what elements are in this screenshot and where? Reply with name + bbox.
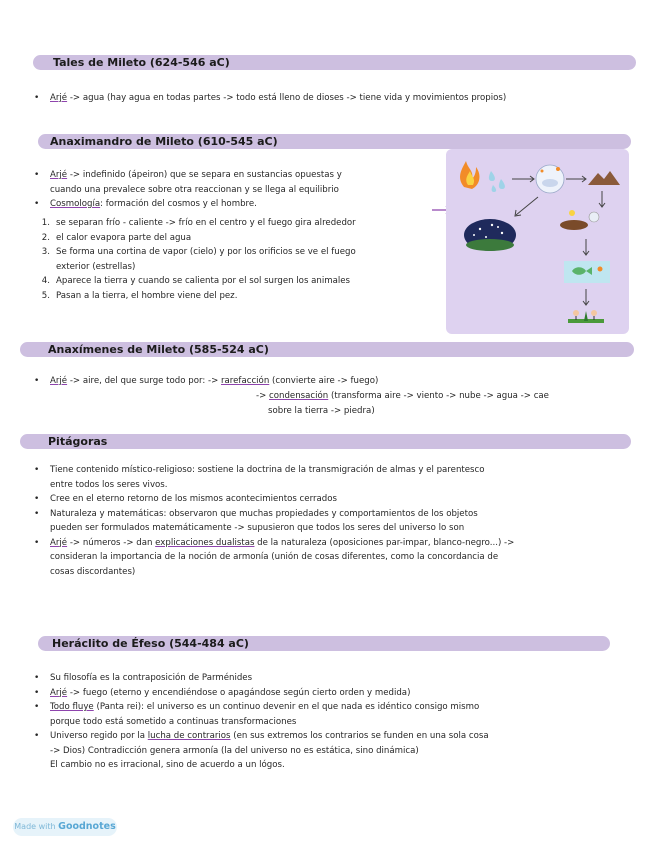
section-title-tales: Tales de Mileto (624-546 aC) <box>53 56 230 69</box>
goodnotes-badge[interactable] <box>13 818 117 836</box>
fire-icon <box>460 161 479 189</box>
list-item: • Su filosofía es la contraposición de Parménides <box>30 671 630 686</box>
section-title-heraclito: Heráclito de Éfeso (544-484 aC) <box>52 637 249 650</box>
anaximandro-bullets <box>30 168 450 212</box>
list-item: 1. se separan frío - caliente -> frío en el centro y el fuego gira alrededor <box>41 218 356 228</box>
starry-sky-icon <box>464 219 516 251</box>
anaximandro-steps <box>36 216 446 303</box>
pitagoras-list <box>30 463 630 579</box>
list-item: • Todo fluye (Panta rei): el universo es un continuo devenir en el que nada es idéntico consigo mismo porque todo está sometido a continuas transformaciones <box>30 700 630 729</box>
section-title-pitagoras: Pitágoras <box>48 435 108 448</box>
section-band-pitagoras <box>20 434 631 449</box>
people-land-icon <box>568 310 604 323</box>
list-item: 2. el calor evapora parte del agua <box>41 232 192 243</box>
list-item: • Arjé -> aire, del que surge todo por: -> rarefacción (convierte aire -> fuego) <box>30 374 630 389</box>
cloud-sphere-icon <box>536 165 564 193</box>
arje-keyword: Arjé <box>50 93 68 103</box>
list-item: • Cree en el eterno retorno de los mismos acontecimientos cerrados <box>30 492 630 507</box>
list-item: 3. Se forma una cortina de vapor (cielo) y por los orificios se ve el fuego exterior (estrellas) <box>41 247 356 272</box>
made-with-label: Made with <box>14 822 56 831</box>
list-item: • Arjé -> fuego (eterno y encendiéndose o apagándose según cierto orden y medida) <box>30 686 630 701</box>
list-item: • Universo regido por la lucha de contrarios (en sus extremos los contrarios se funden en una sola cosa -> Dios) Contradicción genera armonía (la del universo no es estática, sino dinámica) El cambio no es irracional, sino de acuerdo a un lógos. <box>30 729 630 773</box>
water-drops-icon <box>489 171 505 192</box>
section-title-anaximenes: Anaxímenes de Mileto (585-524 aC) <box>48 343 269 356</box>
heraclito-list <box>30 671 630 773</box>
list-item: • Arjé -> agua (hay agua en todas partes -> todo está lleno de dioses -> tiene vida y movimientos propios) <box>30 91 640 106</box>
tales-list <box>30 91 640 106</box>
fish-water-icon <box>564 261 610 283</box>
list-item: 4. Aparece la tierra y cuando se calienta por el sol surgen los animales <box>41 276 351 286</box>
cosmology-illustration <box>446 149 629 334</box>
list-item: 5. Pasan a la tierra, el hombre viene del pez. <box>41 290 238 301</box>
list-item: • Arjé -> números -> dan explicaciones dualistas de la naturaleza (oposiciones par-impar, blanco-negro...) -> consideran la importancia de la noción de armonía (unión de cosas diferentes, como la concordancia de cosas discordantes) <box>30 536 630 580</box>
list-item: • Tiene contenido místico-religioso: sostiene la doctrina de la transmigración de almas y el parentesco entre todos los seres vivos. <box>30 463 630 492</box>
list-item: • Naturaleza y matemáticas: observaron que muchas propiedades y comportamientos de los objetos pueden ser formulados matemáticamente -> supusieron que todos los seres del universo lo son <box>30 507 630 536</box>
anaximenes-list <box>30 374 630 389</box>
anaximenes-continuation: -> condensación (transforma aire -> viento -> nube -> agua -> cae sobre la tierra -> piedra) <box>256 391 549 416</box>
section-title-anaximandro: Anaximandro de Mileto (610-545 aC) <box>50 135 278 148</box>
mountain-icon <box>588 171 620 185</box>
sun-earth-icon <box>560 210 599 230</box>
cosmology-drawing <box>446 149 629 334</box>
goodnotes-brand: Goodnotes <box>58 821 116 832</box>
list-item: • Cosmología: formación del cosmos y el hombre. <box>30 197 450 212</box>
list-item: • Arjé -> indefinido (ápeiron) que se separa en sustancias opuestas y cuando una prevalece sobre otra reaccionan y se llega al equilibrio <box>30 168 450 197</box>
